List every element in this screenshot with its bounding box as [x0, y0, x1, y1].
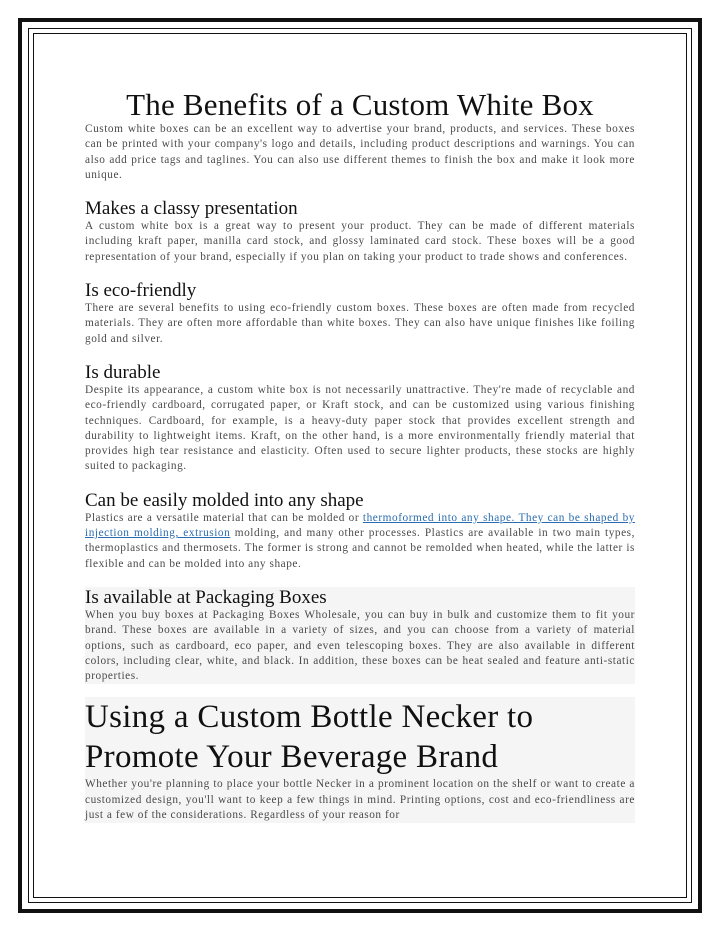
section-body: A custom white box is a great way to present your product. They can be made of different materials including kraft paper, manilla card stock, and glossy laminated card stock. These boxes will be a good representation of your brand, especially if you plan on taking your product to trade shows and conferences.: [85, 220, 635, 263]
section-bottle-necker: [85, 697, 635, 823]
second-intro-paragraph: Whether you're planning to place your bottle Necker in a prominent location on the shelf or want to create a customized design, you'll want to keep a few things in mind. Printing options, cost and eco-friendliness are just a few of the considerations. Regardless of your reason for: [85, 778, 635, 822]
section-packaging-boxes: [85, 587, 635, 684]
section-body: When you buy boxes at Packaging Boxes Wholesale, you can buy in bulk and customize them to fit your brand. These boxes are available in a variety of sizes, and you can choose from a variety of material options, such as cardboard, eco paper, and even telescoping boxes. They are also available in different colors, including clear, white, and black. In addition, these boxes can be heat sealed and feature anti-static properties.: [85, 608, 635, 683]
section-heading: Can be easily molded into any shape: [85, 489, 364, 511]
section-durable: [85, 362, 635, 475]
section-body: Despite its appearance, a custom white box is not necessarily unattractive. They're made of recyclable and eco-friendly cardboard, corrugated paper, or Kraft stock, and can be customized using various finishing techniques. Cardboard, for example, is a heavy-duty paper stock that provides excellent strength and durability to lightweight items. Kraft, on the other hand, is a more environmentally friendly material that provides high tear resistance and elasticity. Often used to secure lighter products, these stocks are highly suited to packaging.: [85, 383, 635, 473]
body-text-before-link: Plastics are a versatile material that can be molded or: [85, 511, 363, 524]
section-body: [85, 511, 635, 572]
section-body: There are several benefits to using eco-friendly custom boxes. These boxes are often made from recycled materials. They are often more affordable than white boxes. They can also have unique finishes like foiling gold and silver.: [85, 302, 635, 345]
document-body: [85, 88, 635, 823]
body-text-after-link: molding, and many other processes. Plastics are available in two main types, thermoplastics and thermosets. The former is strong and cannot be remolded when heated, while the latter is flexible and can be molded into any shape.: [85, 527, 635, 570]
section-eco-friendly: [85, 280, 635, 347]
thermoforming-link[interactable]: thermoformed into any shape. They can be shaped by injection molding, extrusion: [85, 511, 635, 540]
section-heading: Is eco-friendly: [85, 280, 197, 302]
section-heading: Is available at Packaging Boxes: [85, 586, 327, 608]
page-title: The Benefits of a Custom White Box: [126, 87, 594, 122]
section-heading: Is durable: [85, 361, 161, 383]
section-heading: Makes a classy presentation: [85, 198, 298, 220]
section-molded: [85, 490, 635, 572]
second-title: Using a Custom Bottle Necker to Promote Your Beverage Brand: [85, 699, 534, 776]
section-classy-presentation: [85, 198, 635, 265]
intro-paragraph: Custom white boxes can be an excellent way to advertise your brand, products, and services. These boxes can be printed with your company's logo and details, including product descriptions and warnings. You can also add price tags and taglines. You can also use different themes to finish the box and make it look more unique.: [85, 123, 635, 181]
